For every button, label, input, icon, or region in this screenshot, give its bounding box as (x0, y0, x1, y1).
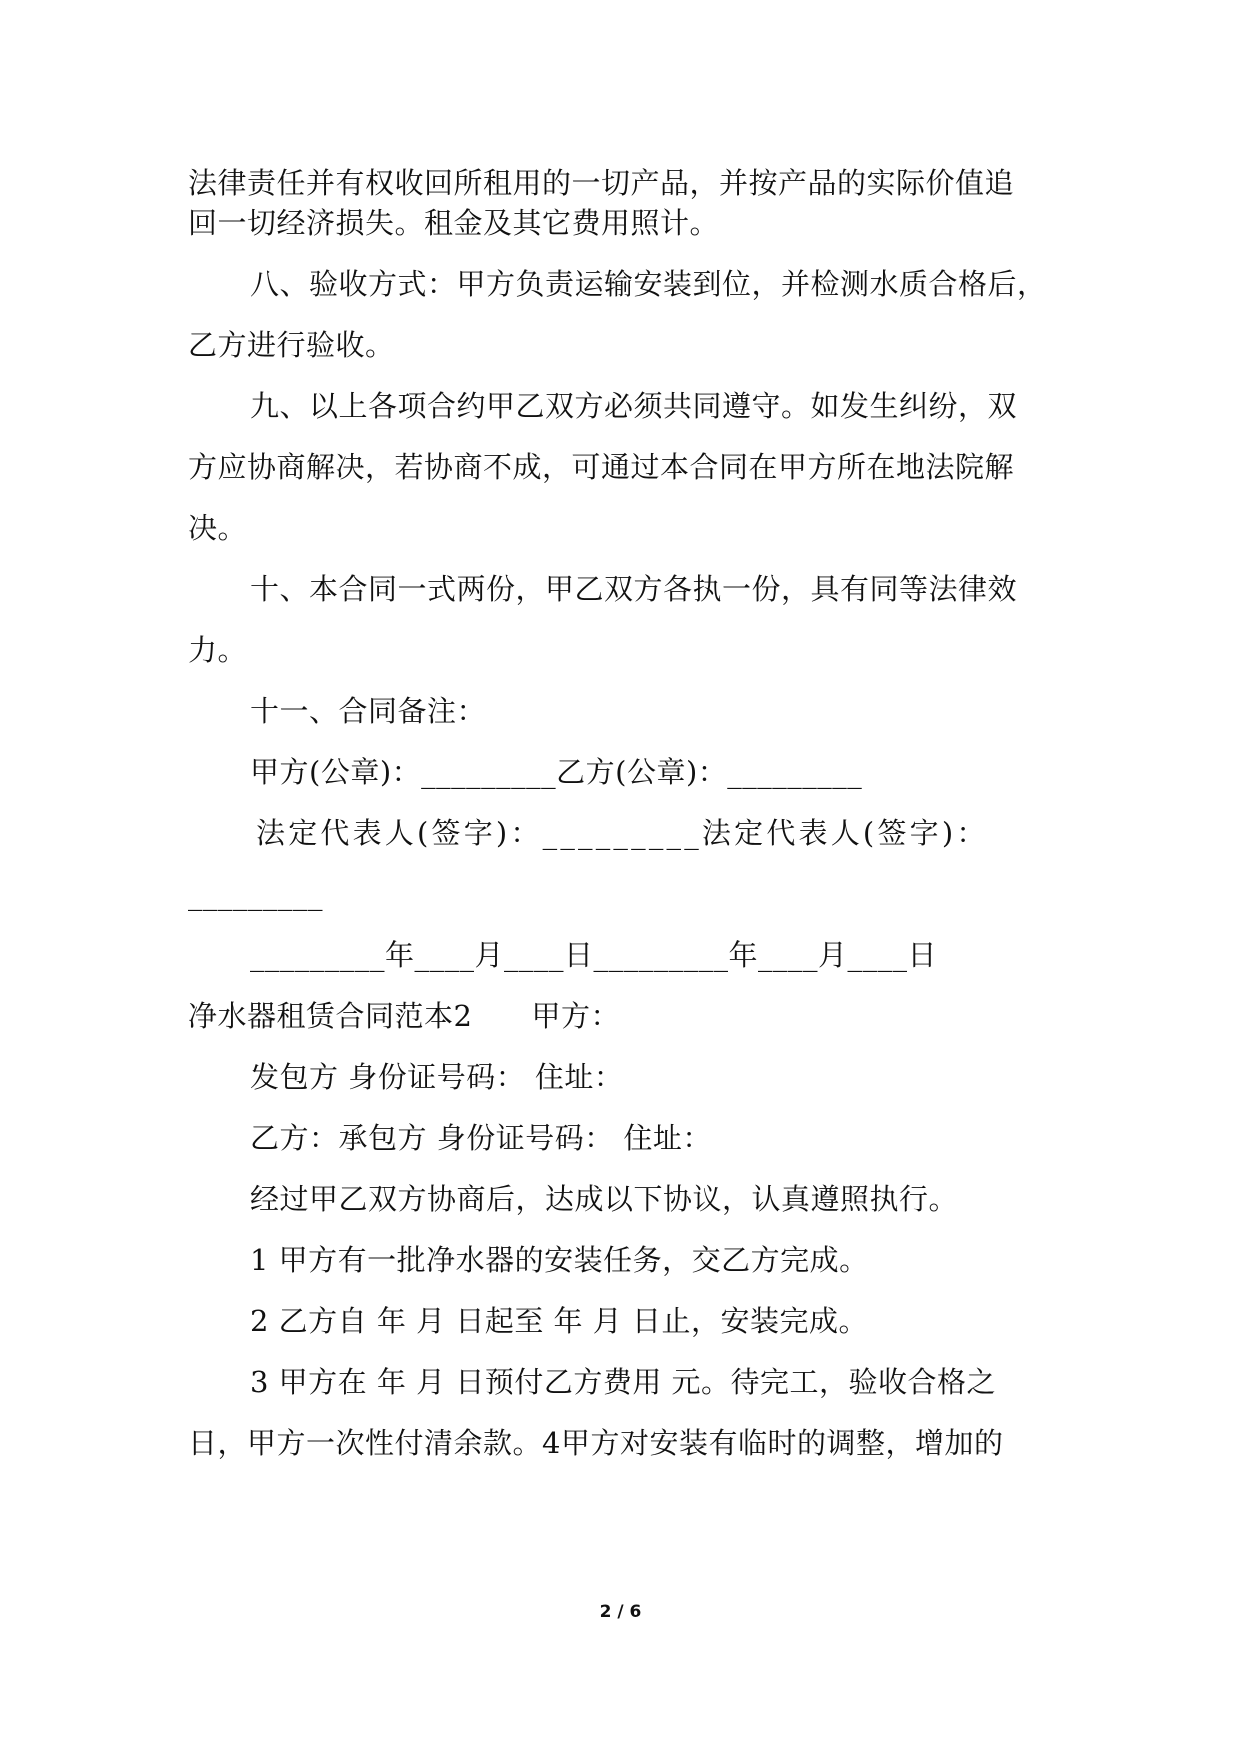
date-line: _________年____月____日_________年____月____日 (250, 938, 938, 972)
clause-ten: 十、本合同一式两份，甲乙双方各执一份，具有同等法律效 (250, 572, 1018, 606)
clause-eleven: 十一、合同备注： (250, 694, 487, 728)
text-line: 日，甲方一次性付清余款。4甲方对安装有临时的调整，增加的 (188, 1426, 1004, 1460)
signature-blank: _________ (188, 877, 323, 911)
text-line: 回一切经济损失。租金及其它费用照计。 (188, 206, 720, 240)
text-line: 方应协商解决，若协商不成，可通过本合同在甲方所在地法院解 (188, 450, 1015, 484)
section-title: 净水器租赁合同范本2 甲方： (188, 999, 620, 1033)
text-line: 法律责任并有权收回所租用的一切产品，并按产品的实际价值追 (188, 166, 1015, 200)
item-three: 3 甲方在 年 月 日预付乙方费用 元。待完工，验收合格之 (250, 1365, 997, 1399)
clause-nine: 九、以上各项合约甲乙双方必须共同遵守。如发生纠纷，双 (250, 389, 1018, 423)
legal-representative-line: 法定代表人(签字)：_________法定代表人(签字)： (256, 816, 989, 850)
item-one: 1 甲方有一批净水器的安装任务，交乙方完成。 (250, 1243, 869, 1277)
text-line: 乙方进行验收。 (188, 328, 395, 362)
party-b-info: 乙方：承包方 身份证号码： 住址： (250, 1121, 712, 1155)
party-seal-line: 甲方(公章)：_________乙方(公章)：_________ (250, 755, 863, 789)
agreement-intro: 经过甲乙双方协商后，达成以下协议，认真遵照执行。 (250, 1182, 959, 1216)
item-two: 2 乙方自 年 月 日起至 年 月 日止，安装完成。 (250, 1304, 868, 1338)
clause-eight: 八、验收方式：甲方负责运输安装到位，并检测水质合格后， (250, 267, 1047, 301)
page-number: 2 / 6 (599, 1602, 642, 1622)
party-a-info: 发包方 身份证号码： 住址： (250, 1060, 624, 1094)
text-line: 力。 (188, 633, 248, 667)
text-line: 决。 (188, 511, 248, 545)
